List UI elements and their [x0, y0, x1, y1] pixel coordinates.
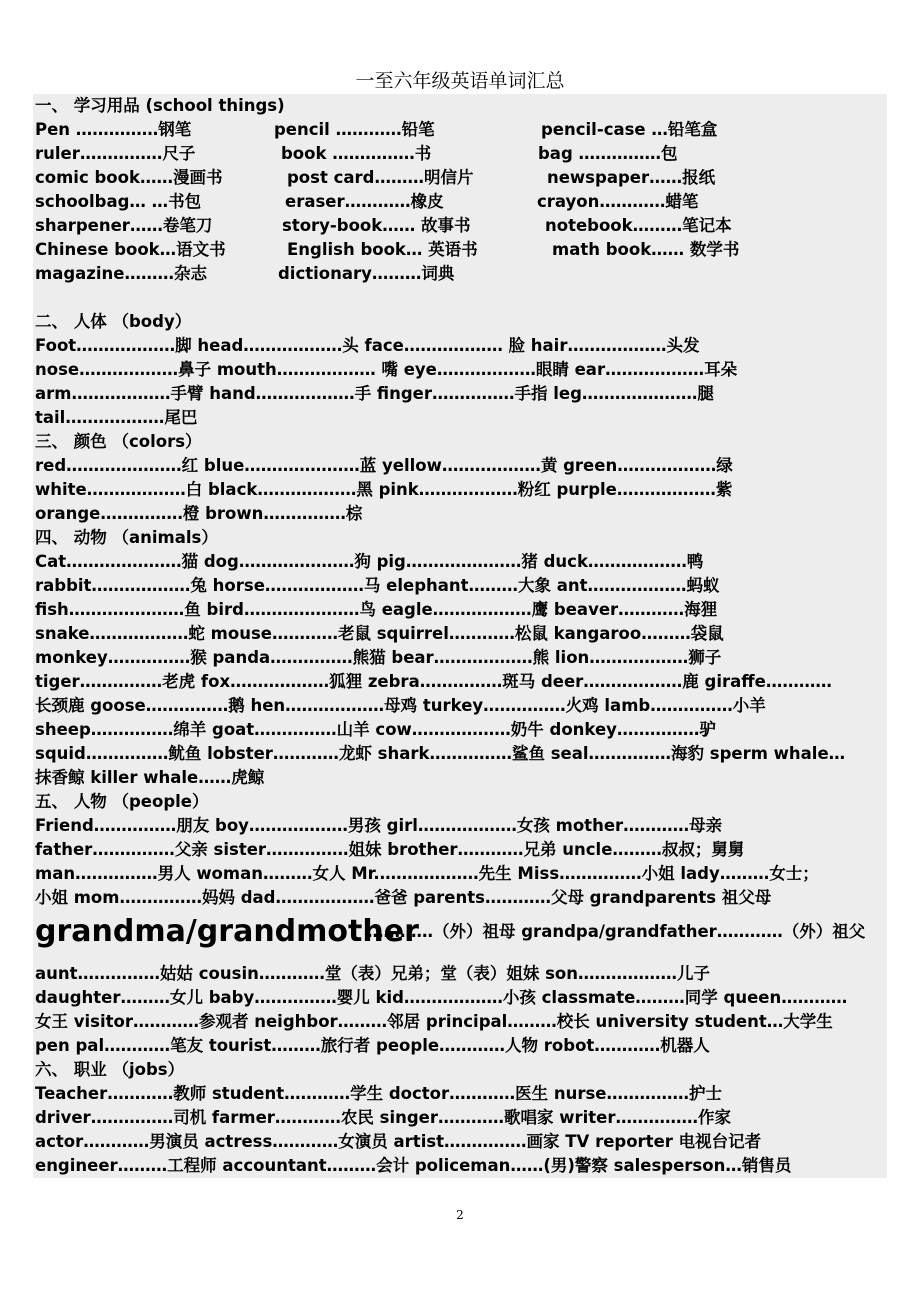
vocab-entry: monkey……………猴 panda……………熊猫 bear………………熊 lion………………狮子	[35, 648, 722, 667]
vocab-entry: orange……………橙 brown……………棕	[35, 504, 363, 523]
vocab-entry: snake………………蛇 mouse…………老鼠 squirrel…………松鼠 kangaroo………袋鼠	[35, 624, 724, 643]
vocab-row-large	[35, 912, 887, 952]
vocab-row	[35, 694, 887, 718]
vocab-row	[35, 406, 887, 430]
vocab-entry: math book…… 数学书	[552, 240, 740, 259]
vocab-row	[35, 1082, 887, 1106]
section-heading	[35, 790, 887, 814]
vocab-entry-large: grandma/grandmother	[35, 914, 419, 949]
section-heading	[35, 310, 887, 334]
section-heading	[35, 1058, 887, 1082]
vocab-row	[35, 550, 887, 574]
vocab-entry: …………（外）祖母 grandpa/grandfather…………（外）祖父	[367, 922, 866, 941]
vocab-row	[35, 214, 887, 238]
vocab-entry: post card………明信片	[287, 168, 474, 187]
vocab-entry: 抹香鲸 killer whale……虎鲸	[35, 768, 265, 787]
section-heading-text: 四、 动物 （animals）	[35, 528, 218, 547]
vocab-entry: story-book…… 故事书	[282, 216, 471, 235]
vocab-row	[35, 358, 887, 382]
vocab-entry: notebook………笔记本	[545, 216, 732, 235]
vocab-row	[35, 262, 887, 286]
vocab-entry: father……………父亲 sister……………姐妹 brother…………兄弟 uncle………叔叔；舅舅	[35, 840, 745, 859]
vocab-entry: crayon…………蜡笔	[537, 192, 699, 211]
vocab-entry: actor…………男演员 actress…………女演员 artist……………画家 TV reporter 电视台记者	[35, 1132, 762, 1151]
vocab-entry: arm………………手臂 hand………………手 finger……………手指 leg…………………腿	[35, 384, 714, 403]
vocab-entry: white………………白 black………………黑 pink………………粉红 purple………………紫	[35, 480, 733, 499]
vocab-entry: tiger……………老虎 fox………………狐狸 zebra……………斑马 deer………………鹿 giraffe…………	[35, 672, 832, 691]
page-number: 2	[456, 1208, 464, 1222]
vocab-entry: rabbit………………兔 horse………………马 elephant………大象 ant………………蚂蚁	[35, 576, 720, 595]
vocab-row	[35, 142, 887, 166]
vocab-entry: magazine………杂志	[35, 264, 207, 283]
vocab-entry: 小姐 mom……………妈妈 dad………………爸爸 parents…………父母 grandparents 祖父母	[35, 888, 772, 907]
vocab-row	[35, 886, 887, 910]
vocab-entry: Pen ……………钢笔	[35, 120, 192, 139]
vocab-entry: tail………………尾巴	[35, 408, 198, 427]
vocab-entry: pencil …………铅笔	[274, 120, 435, 139]
vocab-row	[35, 382, 887, 406]
vocab-row	[35, 622, 887, 646]
vocab-entry: pencil-case …铅笔盒	[541, 120, 718, 139]
section-heading	[35, 94, 887, 118]
vocab-entry: Friend……………朋友 boy………………男孩 girl………………女孩 mother…………母亲	[35, 816, 723, 835]
vocab-entry: Cat…………………猫 dog…………………狗 pig…………………猪 duck………………鸭	[35, 552, 704, 571]
vocab-row	[35, 166, 887, 190]
vocab-row	[35, 814, 887, 838]
vocab-entry: pen pal…………笔友 tourist………旅行者 people…………人物 robot…………机器人	[35, 1036, 710, 1055]
vocab-row	[35, 1034, 887, 1058]
vocab-row	[35, 670, 887, 694]
vocabulary-sheet	[33, 94, 887, 1178]
vocab-row	[35, 766, 887, 790]
section-heading	[35, 526, 887, 550]
vocab-row	[35, 118, 887, 142]
vocab-row	[35, 190, 887, 214]
vocab-entry: sheep……………绵羊 goat……………山羊 cow………………奶牛 donkey……………驴	[35, 720, 716, 739]
vocab-entry: aunt……………姑姑 cousin…………堂（表）兄弟；堂（表）姐妹 son………………儿子	[35, 964, 710, 983]
vocab-entry: book ……………书	[281, 144, 432, 163]
vocab-entry: man……………男人 woman………女人 Mr.………………先生 Miss……………小姐 lady………女士；	[35, 864, 819, 883]
vocab-row	[35, 1106, 887, 1130]
vocab-row	[35, 838, 887, 862]
vocab-entry: daughter………女儿 baby……………婴儿 kid………………小孩 classmate………同学 queen…………	[35, 988, 848, 1007]
vocab-entry: fish…………………鱼 bird…………………鸟 eagle………………鹰 beaver…………海狸	[35, 600, 718, 619]
vocab-entry: driver……………司机 farmer…………农民 singer…………歌唱家 writer……………作家	[35, 1108, 732, 1127]
vocab-entry: eraser…………橡皮	[285, 192, 444, 211]
vocab-entry: engineer………工程师 accountant………会计 policeman……(男)警察 salesperson…销售员	[35, 1156, 792, 1175]
vocab-row	[35, 334, 887, 358]
section-heading-text: 二、 人体 （body）	[35, 312, 192, 331]
vocab-entry: Teacher…………教师 student…………学生 doctor…………医生 nurse……………护士	[35, 1084, 722, 1103]
vocab-row	[35, 502, 887, 526]
section-heading	[35, 430, 887, 454]
vocab-row	[35, 478, 887, 502]
vocab-row	[35, 1130, 887, 1154]
document-title: 一至六年级英语单词汇总	[355, 70, 565, 92]
vocab-entry: schoolbag… …书包	[35, 192, 202, 211]
vocab-entry: squid……………鱿鱼 lobster…………龙虾 shark……………鲨鱼 seal……………海豹 sperm whale…	[35, 744, 846, 763]
vocab-entry: English book… 英语书	[287, 240, 478, 259]
vocab-entry: nose………………鼻子 mouth……………… 嘴 eye………………眼睛 ear………………耳朵	[35, 360, 738, 379]
vocab-entry: newspaper……报纸	[547, 168, 716, 187]
section-heading-text: 三、 颜色 （colors）	[35, 432, 202, 451]
vocab-row	[35, 718, 887, 742]
vocab-row	[35, 598, 887, 622]
vocab-row	[35, 862, 887, 886]
vocab-entry: 长颈鹿 goose……………鹅 hen………………母鸡 turkey……………火鸡 lamb……………小羊	[35, 696, 766, 715]
vocab-entry: sharpener……卷笔刀	[35, 216, 213, 235]
vocab-row	[35, 1010, 887, 1034]
vocab-entry: Chinese book…语文书	[35, 240, 226, 259]
vocab-entry: 女王 visitor…………参观者 neighbor………邻居 principal………校长 university student…大学生	[35, 1012, 833, 1031]
section-heading-text: 一、 学习用品 (school things)	[35, 96, 285, 115]
section-heading-text: 六、 职业 （jobs）	[35, 1060, 185, 1079]
vocab-row	[35, 238, 887, 262]
vocab-row	[35, 646, 887, 670]
vocab-row	[35, 962, 887, 986]
vocab-row	[35, 454, 887, 478]
vocab-entry: bag ……………包	[538, 144, 678, 163]
vocab-entry: dictionary………词典	[278, 264, 455, 283]
vocab-row	[35, 574, 887, 598]
vocab-entry: comic book……漫画书	[35, 168, 223, 187]
vocab-row	[35, 742, 887, 766]
vocab-row	[35, 1154, 887, 1178]
vocab-entry: ruler……………尺子	[35, 144, 196, 163]
section-heading-text: 五、 人物 （people）	[35, 792, 209, 811]
vocab-entry: red…………………红 blue…………………蓝 yellow………………黄 green………………绿	[35, 456, 733, 475]
vocab-row	[35, 986, 887, 1010]
vocab-entry: Foot………………脚 head………………头 face……………… 脸 hair………………头发	[35, 336, 700, 355]
